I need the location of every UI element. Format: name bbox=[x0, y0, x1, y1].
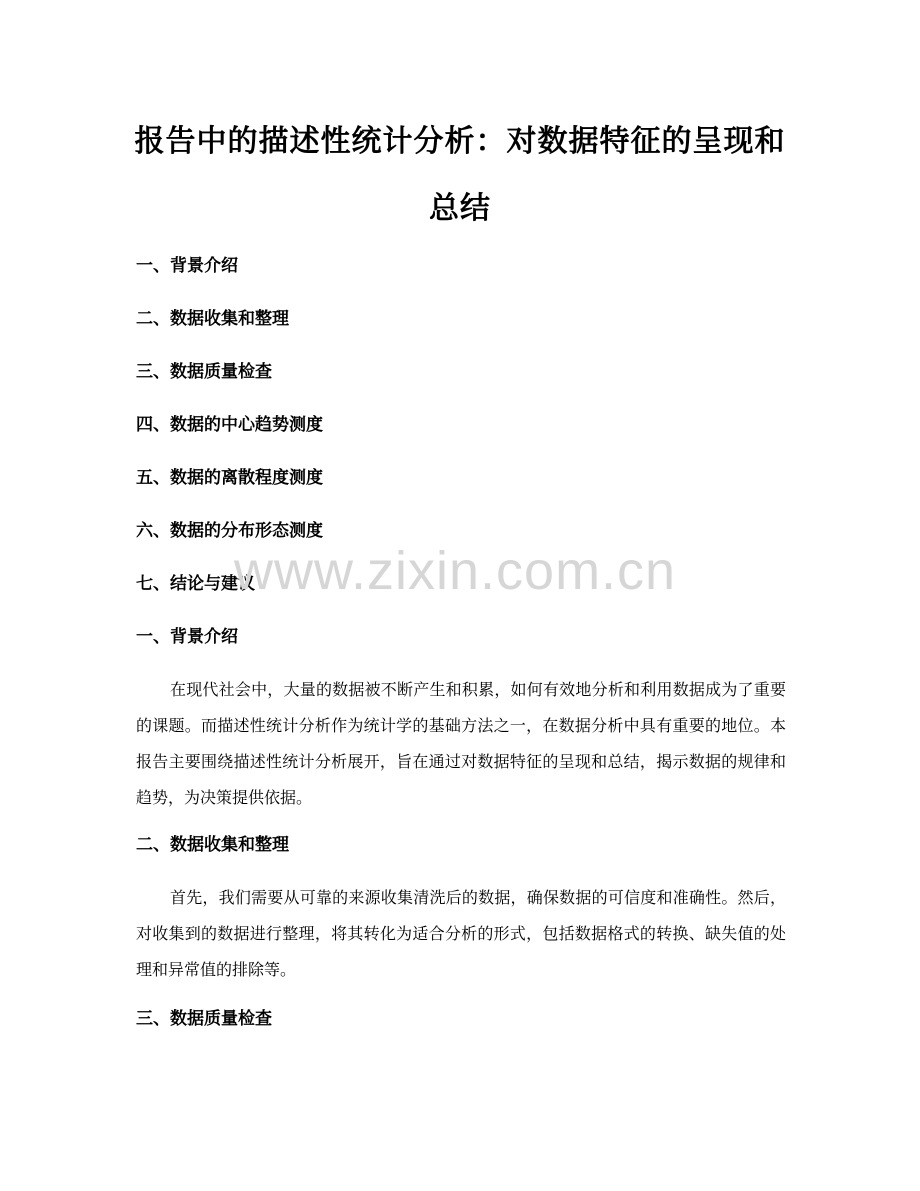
toc-item: 六、数据的分布形态测度 bbox=[136, 521, 323, 541]
toc-item: 五、数据的离散程度测度 bbox=[136, 468, 323, 488]
watermark: www.zixin.com.cn bbox=[234, 541, 677, 601]
toc-item: 三、数据质量检查 bbox=[136, 362, 272, 382]
toc-item: 四、数据的中心趋势测度 bbox=[136, 415, 323, 435]
section-paragraph: 首先，我们需要从可靠的来源收集清洗后的数据，确保数据的可信度和准确性。然后，对收集到的数据进行整理，将其转化为适合分析的形式，包括数据格式的转换、缺失值的处理和异常值的排除等。 bbox=[136, 888, 786, 979]
section-heading: 一、背景介绍 bbox=[136, 627, 238, 647]
document-title: 报告中的描述性统计分析：对数据特征的呈现和总结 bbox=[134, 124, 786, 226]
section-paragraph: 在现代社会中，大量的数据被不断产生和积累，如何有效地分析和利用数据成为了重要的课题。而描述性统计分析作为统计学的基础方法之一，在数据分析中具有重要的地位。本报告主要围绕描述性统计分析展开，旨在通过对数据特征的呈现和总结，揭示数据的规律和趋势，为决策提供依据。 bbox=[136, 680, 786, 807]
section-heading: 二、数据收集和整理 bbox=[136, 835, 289, 855]
toc-item: 二、数据收集和整理 bbox=[136, 309, 289, 329]
section-heading: 三、数据质量检查 bbox=[136, 1009, 272, 1029]
toc-item: 七、结论与建议 bbox=[136, 574, 255, 594]
toc-item: 一、背景介绍 bbox=[136, 256, 238, 276]
